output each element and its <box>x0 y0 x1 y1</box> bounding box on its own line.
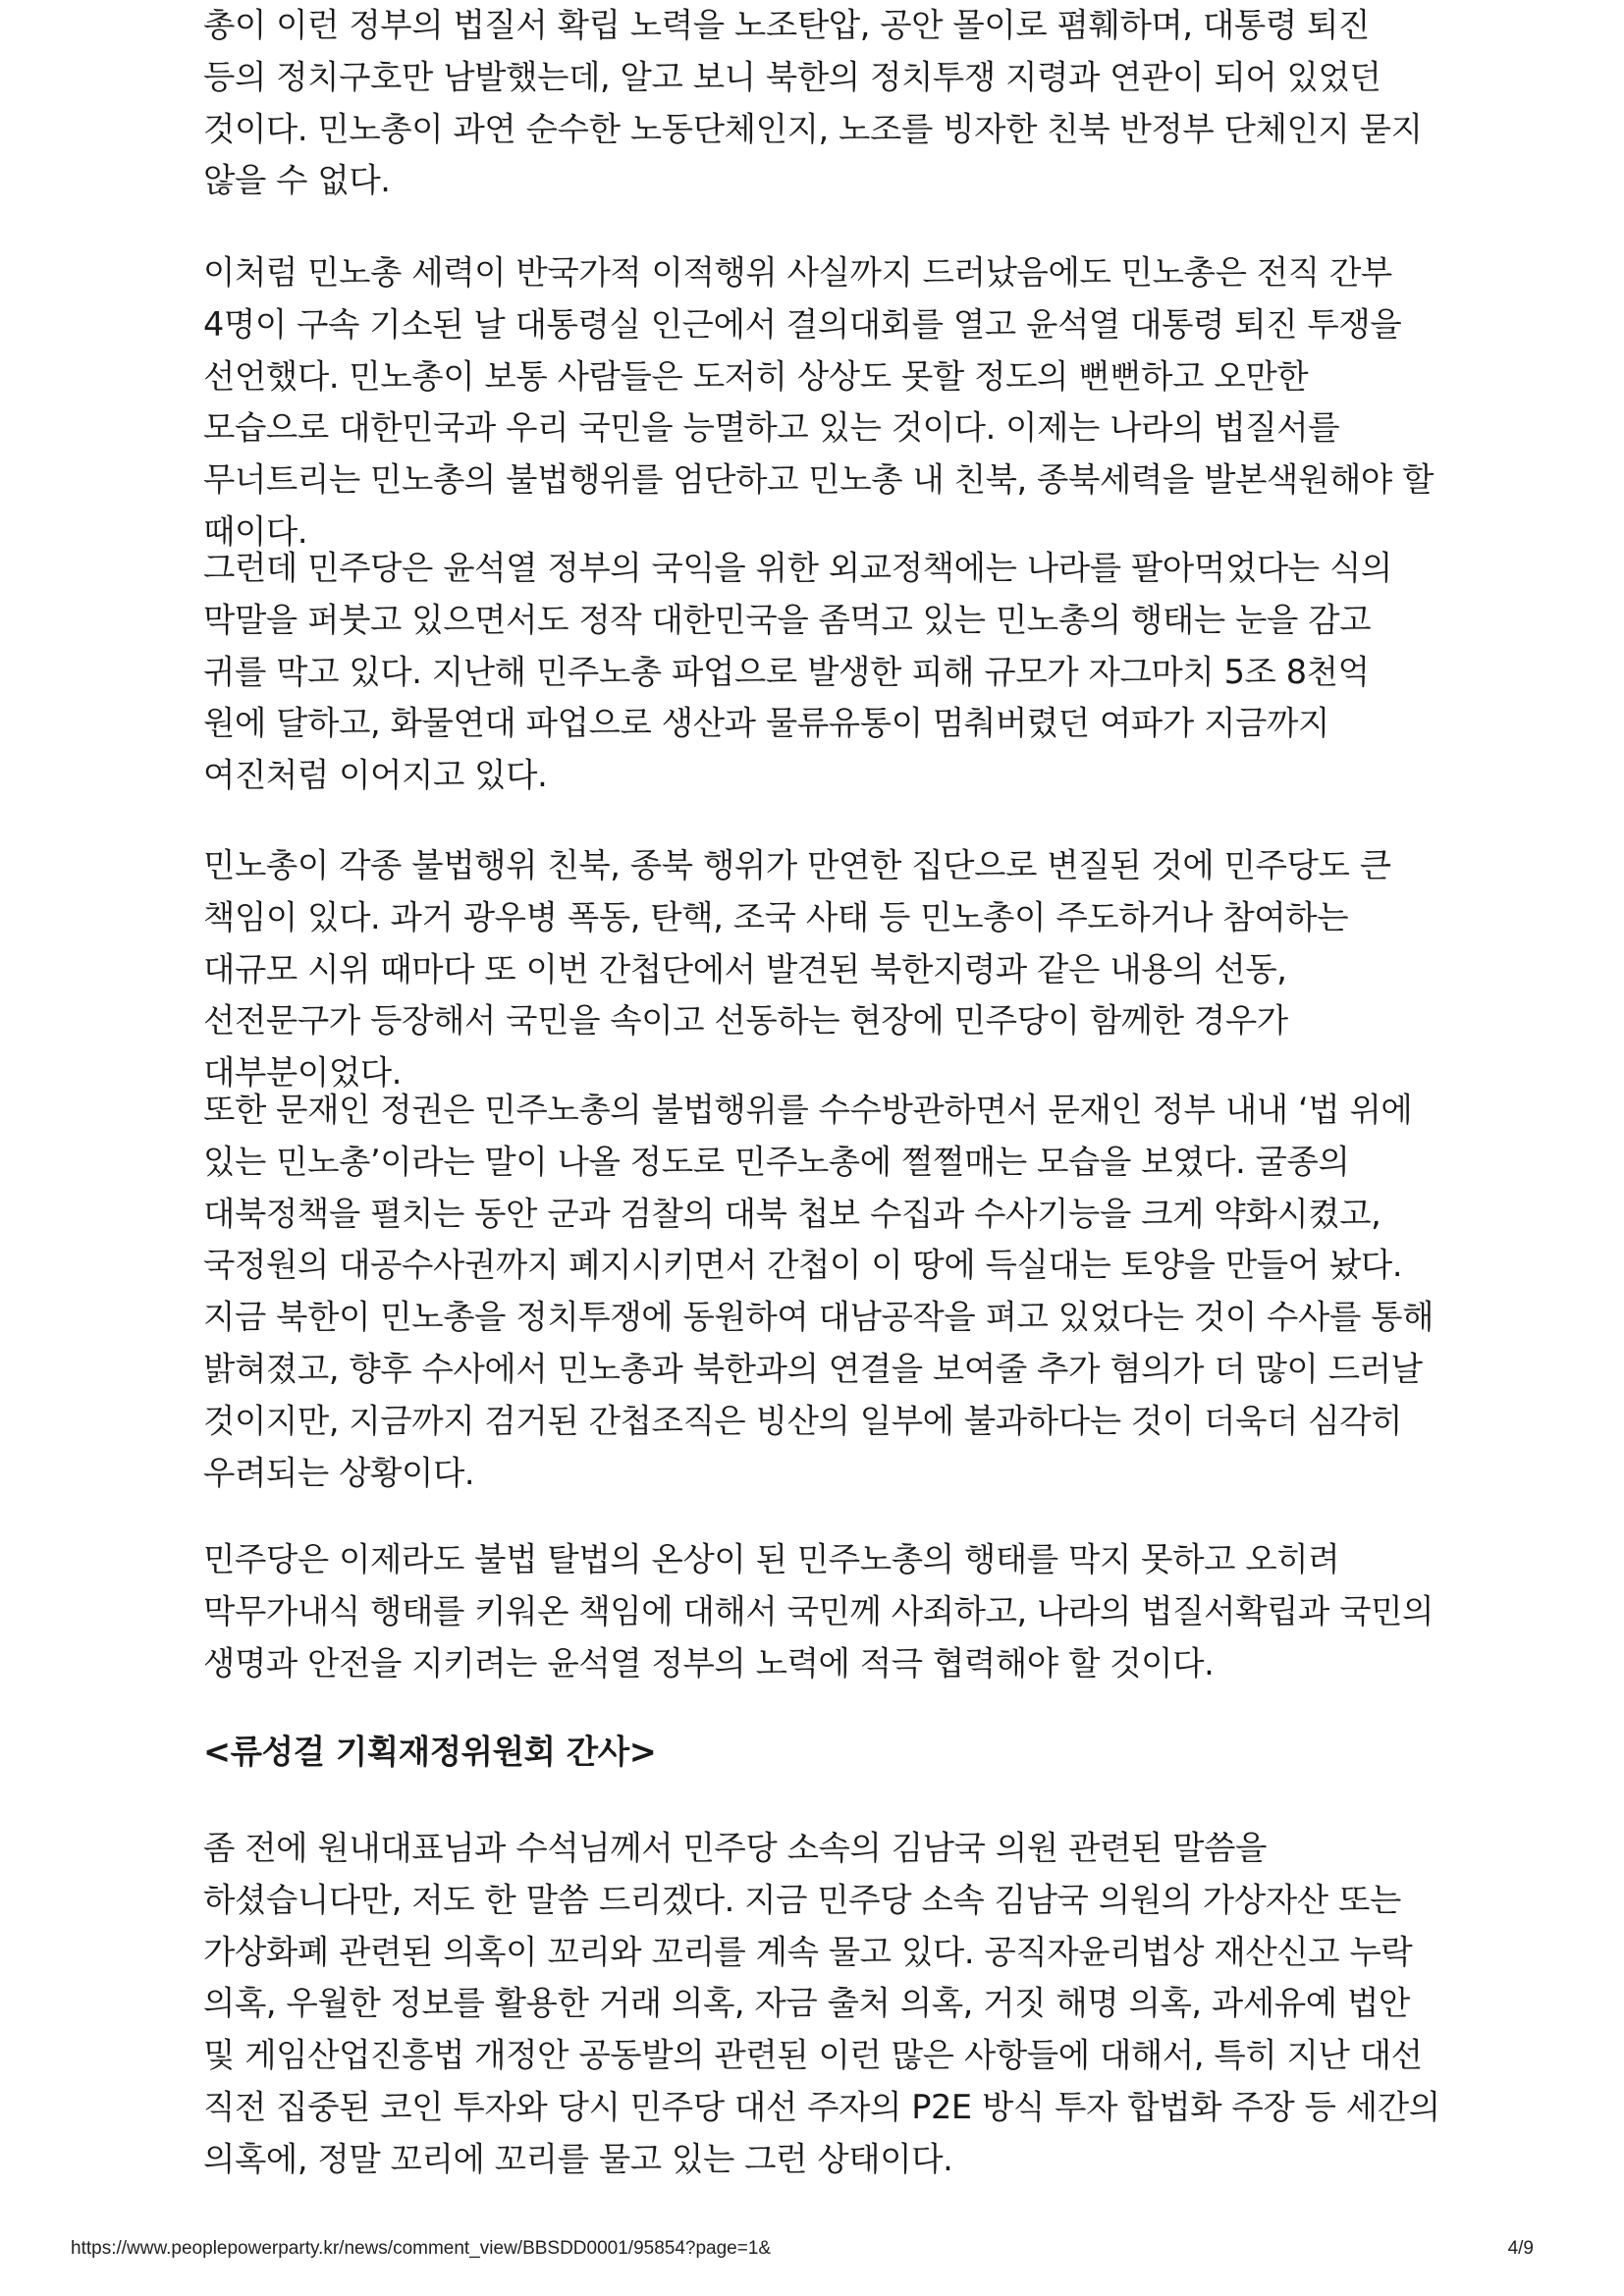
paragraph: 이처럼 민노총 세력이 반국가적 이적행위 사실까지 드러났음에도 민노총은 전직 간부 4명이 구속 기소된 날 대통령실 인근에서 결의대회를 열고 윤석열 대통령 퇴진 투쟁을 선언했다. 민노총이 보통 사람들은 도저히 상상도 못할 정도의 뻔뻔하고 오만한 모습으로 대한민국과 우리 국민을 능멸하고 있는 것이다. 이제는 나라의 법질서를 무너트리는 민노총의 불법행위를 엄단하고 민노총 내 친북, 종북세력을 발본색원해야 할 때이다. <box>203 253 1435 551</box>
section-heading: <류성걸 기획재정위원회 간사> <box>203 1733 657 1771</box>
page-footer <box>71 2236 1534 2262</box>
paragraph: 또한 문재인 정권은 민주노총의 불법행위를 수수방관하면서 문재인 정부 내내 ‘법 위에 있는 민노총’이라는 말이 나올 정도로 민주노총에 쩔쩔매는 모습을 보였다. 굴종의 대북정책을 펼치는 동안 군과 검찰의 대북 첩보 수집과 수사기능을 크게 약화시켰고, 국정원의 대공수사권까지 폐지시키면서 간첩이 이 땅에 득실대는 토양을 만들어 놨다. 지금 북한이 민노총을 정치투쟁에 동원하여 대남공작을 펴고 있었다는 것이 수사를 통해 밝혀졌고, 향후 수사에서 민노총과 북한과의 연결을 보여줄 추가 혐의가 더 많이 드러날 것이지만, 지금까지 검거된 간첩조직은 빙산의 일부에 불과하다는 것이 더욱더 심각히 우려되는 상황이다. <box>203 1091 1435 1492</box>
paragraph: 총이 이런 정부의 법질서 확립 노력을 노조탄압, 공안 몰이로 폄훼하며, 대통령 퇴진 등의 정치구호만 남발했는데, 알고 보니 북한의 정치투쟁 지령과 연관이 되어 있었던 것이다. 민노총이 과연 순수한 노동단체인지, 노조를 빙자한 친북 반정부 단체인지 묻지 않을 수 없다. <box>203 6 1423 200</box>
footer-url: https://www.peoplepowerparty.kr/news/comment_view/BBSDD0001/95854?page=1& <box>71 2238 772 2259</box>
paragraph: 민주당은 이제라도 불법 탈법의 온상이 된 민주노총의 행태를 막지 못하고 오히려 막무가내식 행태를 키워온 책임에 대해서 국민께 사죄하고, 나라의 법질서확립과 국민의 생명과 안전을 지키려는 윤석열 정부의 노력에 적극 협력해야 할 것이다. <box>203 1540 1435 1682</box>
page-number: 4/9 <box>1507 2238 1534 2259</box>
paragraph: 그런데 민주당은 윤석열 정부의 국익을 위한 외교정책에는 나라를 팔아먹었다는 식의 막말을 퍼붓고 있으면서도 정작 대한민국을 좀먹고 있는 민노총의 행태는 눈을 감고 귀를 막고 있다. 지난해 민주노총 파업으로 발생한 피해 규모가 자그마치 5조 8천억 원에 달하고, 화물연대 파업으로 생산과 물류유통이 멈춰버렸던 여파가 지금까지 여진처럼 이어지고 있다. <box>203 549 1392 795</box>
paragraph: 좀 전에 원내대표님과 수석님께서 민주당 소속의 김남국 의원 관련된 말씀을 하셨습니다만, 저도 한 말씀 드리겠다. 지금 민주당 소속 김남국 의원의 가상자산 또는 가상화폐 관련된 의혹이 꼬리와 꼬리를 계속 물고 있다. 공직자윤리법상 재산신고 누락 의혹, 우월한 정보를 활용한 거래 의혹, 자금 출처 의혹, 거짓 해명 의혹, 과세유예 법안 및 게임산업진흥법 개정안 공동발의 관련된 이런 많은 사항들에 대해서, 특히 지난 대선 직전 집중된 코인 투자와 당시 민주당 대선 주자의 P2E 방식 투자 합법화 주장 등 세간의 의혹에, 정말 꼬리에 꼬리를 물고 있는 그런 상태이다. <box>203 1829 1440 2178</box>
paragraph: 민노총이 각종 불법행위 친북, 종북 행위가 만연한 집단으로 변질된 것에 민주당도 큰 책임이 있다. 과거 광우병 폭동, 탄핵, 조국 사태 등 민노총이 주도하거나 참여하는 대규모 시위 때마다 또 이번 간첩단에서 발견된 북한지령과 같은 내용의 선동, 선전문구가 등장해서 국민을 속이고 선동하는 현장에 민주당이 함께한 경우가 대부분이었다. <box>203 846 1391 1093</box>
